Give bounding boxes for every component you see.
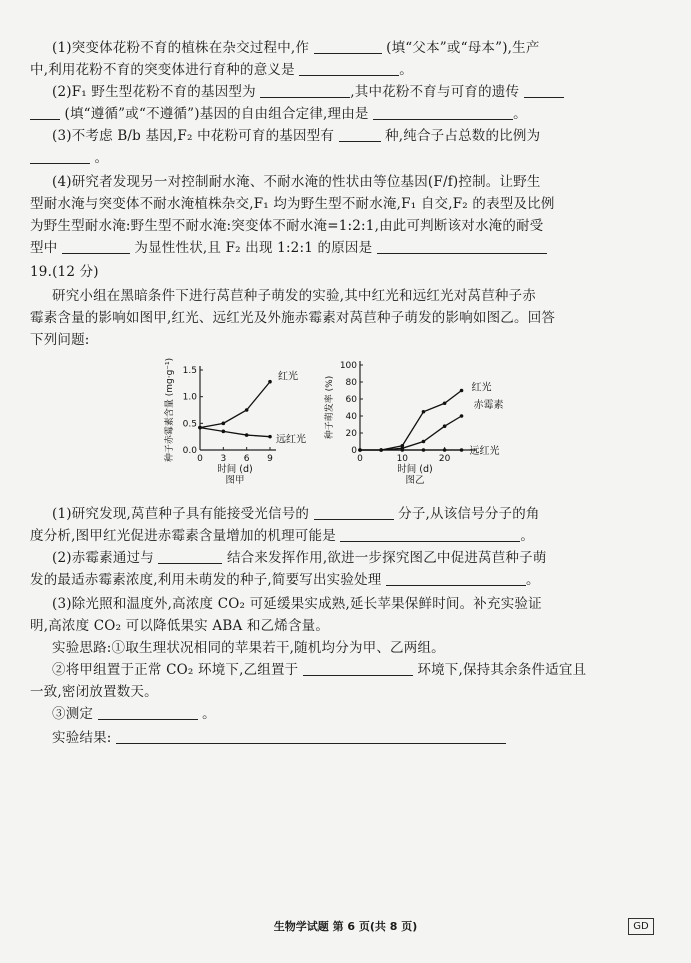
data-point bbox=[422, 410, 426, 414]
q18-part4-line1 bbox=[52, 172, 670, 192]
q19-part2-line2 bbox=[30, 570, 670, 590]
q19-intro-line2 bbox=[30, 308, 670, 328]
answer-blank[interactable] bbox=[377, 239, 547, 254]
y-tick-label: 40 bbox=[345, 412, 357, 422]
x-tick-label: 10 bbox=[396, 454, 409, 464]
text: (2)F₁ 野生型花粉不育的基因型为 bbox=[52, 84, 256, 100]
y-axis-label: 种子萌发率 (%) bbox=[325, 375, 335, 440]
data-point bbox=[460, 414, 464, 418]
text: 明,高浓度 CO₂ 可以降低果实 ABA 和乙烯含量。 bbox=[30, 618, 330, 634]
answer-blank[interactable] bbox=[340, 527, 520, 542]
text: (3)不考虑 B/b 基因,F₂ 中花粉可育的基因型有 bbox=[52, 128, 335, 144]
y-tick-label: 1.5 bbox=[182, 366, 197, 376]
q19-part3-line1 bbox=[52, 594, 670, 614]
text: 型中 bbox=[30, 240, 58, 256]
text: (1)突变体花粉不育的植株在杂交过程中,作 bbox=[52, 40, 310, 56]
data-point bbox=[198, 426, 202, 430]
data-point bbox=[268, 435, 272, 439]
text: 。 bbox=[525, 572, 540, 588]
y-tick-label: 0 bbox=[351, 446, 357, 456]
text: ②将甲组置于正常 CO₂ 环境下,乙组置于 bbox=[52, 662, 299, 678]
charts-svg bbox=[160, 355, 560, 495]
data-point bbox=[422, 448, 426, 452]
q19-part2-line1 bbox=[52, 548, 670, 568]
q19-intro-line1 bbox=[52, 286, 670, 306]
text: 实验结果: bbox=[52, 730, 112, 746]
text: ,其中花粉不育与可育的遗传 bbox=[350, 84, 520, 100]
data-point bbox=[443, 448, 447, 452]
text: 发的最适赤霉素浓度,利用未萌发的种子,简要写出实验处理 bbox=[30, 572, 382, 588]
answer-blank[interactable] bbox=[158, 549, 222, 564]
data-point bbox=[268, 380, 272, 384]
text: (填“父本”或“母本”),生产 bbox=[386, 40, 540, 56]
answer-blank[interactable] bbox=[303, 661, 413, 676]
answer-blank[interactable] bbox=[373, 105, 513, 120]
text: (1)研究发现,莴苣种子具有能接受光信号的 bbox=[52, 506, 310, 522]
data-point bbox=[245, 408, 249, 412]
series-label: 远红光 bbox=[276, 434, 306, 446]
text: 分子,从该信号分子的角 bbox=[398, 506, 540, 522]
x-tick-label: 20 bbox=[438, 454, 451, 464]
y-tick-label: 60 bbox=[345, 395, 357, 405]
answer-blank[interactable] bbox=[116, 729, 506, 744]
page-footer: 生物学试题 第 6 页(共 8 页) bbox=[273, 920, 418, 933]
data-point bbox=[422, 440, 426, 444]
x-tick-label: 0 bbox=[357, 454, 363, 464]
answer-blank[interactable] bbox=[314, 39, 382, 54]
q18-part4-line2 bbox=[30, 194, 670, 214]
chart-title: 图乙 bbox=[405, 475, 425, 486]
text: 型耐水淹与突变体不耐水淹植株杂交,F₁ 均为野生型不耐水淹,F₁ 自交,F₂ 的表型及比例 bbox=[30, 196, 555, 212]
y-axis-label: 种子赤霉素含量 (mg·g⁻¹) bbox=[165, 357, 175, 463]
experiment-idea-line4 bbox=[52, 704, 670, 724]
q18-part2-line1 bbox=[52, 82, 670, 102]
text: 。 bbox=[94, 150, 109, 166]
text: 一致,密闭放置数天。 bbox=[30, 684, 158, 700]
data-point bbox=[460, 389, 464, 393]
y-tick-label: 1.0 bbox=[182, 392, 197, 403]
answer-blank[interactable] bbox=[260, 83, 350, 98]
question-number: 19.(12 分) bbox=[30, 264, 99, 280]
answer-blank[interactable] bbox=[299, 61, 399, 76]
data-point bbox=[443, 424, 447, 428]
data-point bbox=[401, 448, 405, 452]
series-line-1 bbox=[200, 382, 270, 428]
text: 实验思路:①取生理状况相同的苹果若干,随机均分为甲、乙两组。 bbox=[52, 640, 445, 656]
y-tick-label: 80 bbox=[345, 378, 357, 388]
data-point bbox=[443, 401, 447, 405]
text: 结合来发挥作用,欲进一步探究图乙中促进莴苣种子萌 bbox=[226, 550, 547, 566]
answer-blank[interactable] bbox=[30, 105, 60, 120]
q18-part3-line2 bbox=[30, 148, 670, 168]
q19-part1-line2 bbox=[30, 526, 670, 546]
x-tick-label: 9 bbox=[267, 454, 273, 464]
gd-tag: GD bbox=[628, 918, 654, 935]
y-tick-label: 0.0 bbox=[182, 446, 197, 456]
text: 。 bbox=[399, 62, 413, 78]
q18-part1-line2 bbox=[30, 60, 670, 80]
text: 霉素含量的影响如图甲,红光、远红光及外施赤霉素对莴苣种子萌发的影响如图乙。回答 bbox=[30, 310, 556, 326]
text: (2)赤霉素通过与 bbox=[52, 550, 154, 566]
x-tick-label: 0 bbox=[197, 454, 203, 464]
data-point bbox=[222, 422, 226, 426]
text: 种,纯合子占总数的比例为 bbox=[385, 128, 541, 144]
experiment-idea-line2 bbox=[52, 660, 670, 680]
answer-blank[interactable] bbox=[30, 149, 90, 164]
series-label: 红光 bbox=[471, 382, 492, 394]
x-tick-label: 3 bbox=[220, 454, 227, 464]
text: 。 bbox=[202, 706, 216, 722]
q18-part1-line1 bbox=[52, 38, 670, 58]
answer-blank[interactable] bbox=[386, 571, 526, 586]
answer-blank[interactable] bbox=[339, 127, 381, 142]
series-line-2 bbox=[200, 428, 270, 437]
y-tick-label: 0.5 bbox=[182, 419, 197, 430]
text: 为显性性状,且 F₂ 出现 1:2:1 的原因是 bbox=[134, 240, 373, 256]
text: 。 bbox=[520, 528, 535, 544]
chart-title: 图甲 bbox=[225, 475, 245, 486]
answer-blank[interactable] bbox=[98, 705, 198, 720]
text: 。 bbox=[513, 106, 527, 122]
text: 环境下,保持其余条件适宜且 bbox=[417, 662, 587, 678]
series-label: 红光 bbox=[278, 371, 298, 383]
series-line-1 bbox=[360, 391, 462, 451]
experiment-result-line bbox=[52, 728, 670, 748]
experiment-idea-line3 bbox=[30, 682, 670, 702]
data-point bbox=[245, 433, 249, 437]
text: 为野生型耐水淹:野生型不耐水淹:突变体不耐水淹=1:2:1,由此可判断该对水淹的耐受 bbox=[30, 218, 544, 234]
x-axis-label: 时间 (d) bbox=[397, 464, 433, 475]
data-point bbox=[379, 448, 383, 452]
q19-part1-line1 bbox=[52, 504, 670, 524]
y-tick-label: 20 bbox=[345, 429, 357, 439]
y-tick-label: 100 bbox=[339, 361, 357, 371]
text: 下列问题: bbox=[30, 332, 90, 348]
charts-area bbox=[160, 355, 560, 495]
q19-part3-line2 bbox=[30, 616, 670, 636]
text: (3)除光照和温度外,高浓度 CO₂ 可延缓果实成熟,延长苹果保鲜时间。补充实验证 bbox=[52, 596, 542, 612]
text: 度分析,图甲红光促进赤霉素含量增加的机理可能是 bbox=[30, 528, 336, 544]
data-point bbox=[222, 430, 226, 434]
answer-blank[interactable] bbox=[62, 239, 130, 254]
answer-blank[interactable] bbox=[314, 505, 394, 520]
series-label: 远红光 bbox=[469, 446, 500, 457]
data-point bbox=[358, 448, 362, 452]
data-point bbox=[460, 448, 464, 452]
text: 研究小组在黑暗条件下进行莴苣种子萌发的实验,其中红光和远红光对莴苣种子赤 bbox=[52, 288, 536, 304]
text: (4)研究者发现另一对控制耐水淹、不耐水淹的性状由等位基因(F/f)控制。让野生 bbox=[52, 174, 541, 190]
experiment-idea-line1 bbox=[52, 638, 670, 658]
x-axis-label: 时间 (d) bbox=[217, 464, 253, 475]
q18-part2-line2 bbox=[30, 104, 670, 124]
q19-intro-line3 bbox=[30, 330, 670, 350]
text: (填“遵循”或“不遵循”)基因的自由组合定律,理由是 bbox=[64, 106, 369, 122]
answer-blank[interactable] bbox=[524, 83, 564, 98]
text: 中,利用花粉不育的突变体进行育种的意义是 bbox=[30, 62, 295, 78]
q18-part4-line4 bbox=[30, 238, 670, 258]
x-tick-label: 6 bbox=[243, 454, 250, 464]
q19-number bbox=[30, 262, 670, 282]
q18-part4-line3 bbox=[30, 216, 670, 236]
text: ③测定 bbox=[52, 706, 94, 722]
series-label: 赤霉素 bbox=[473, 400, 504, 411]
q18-part3-line1 bbox=[52, 126, 670, 146]
